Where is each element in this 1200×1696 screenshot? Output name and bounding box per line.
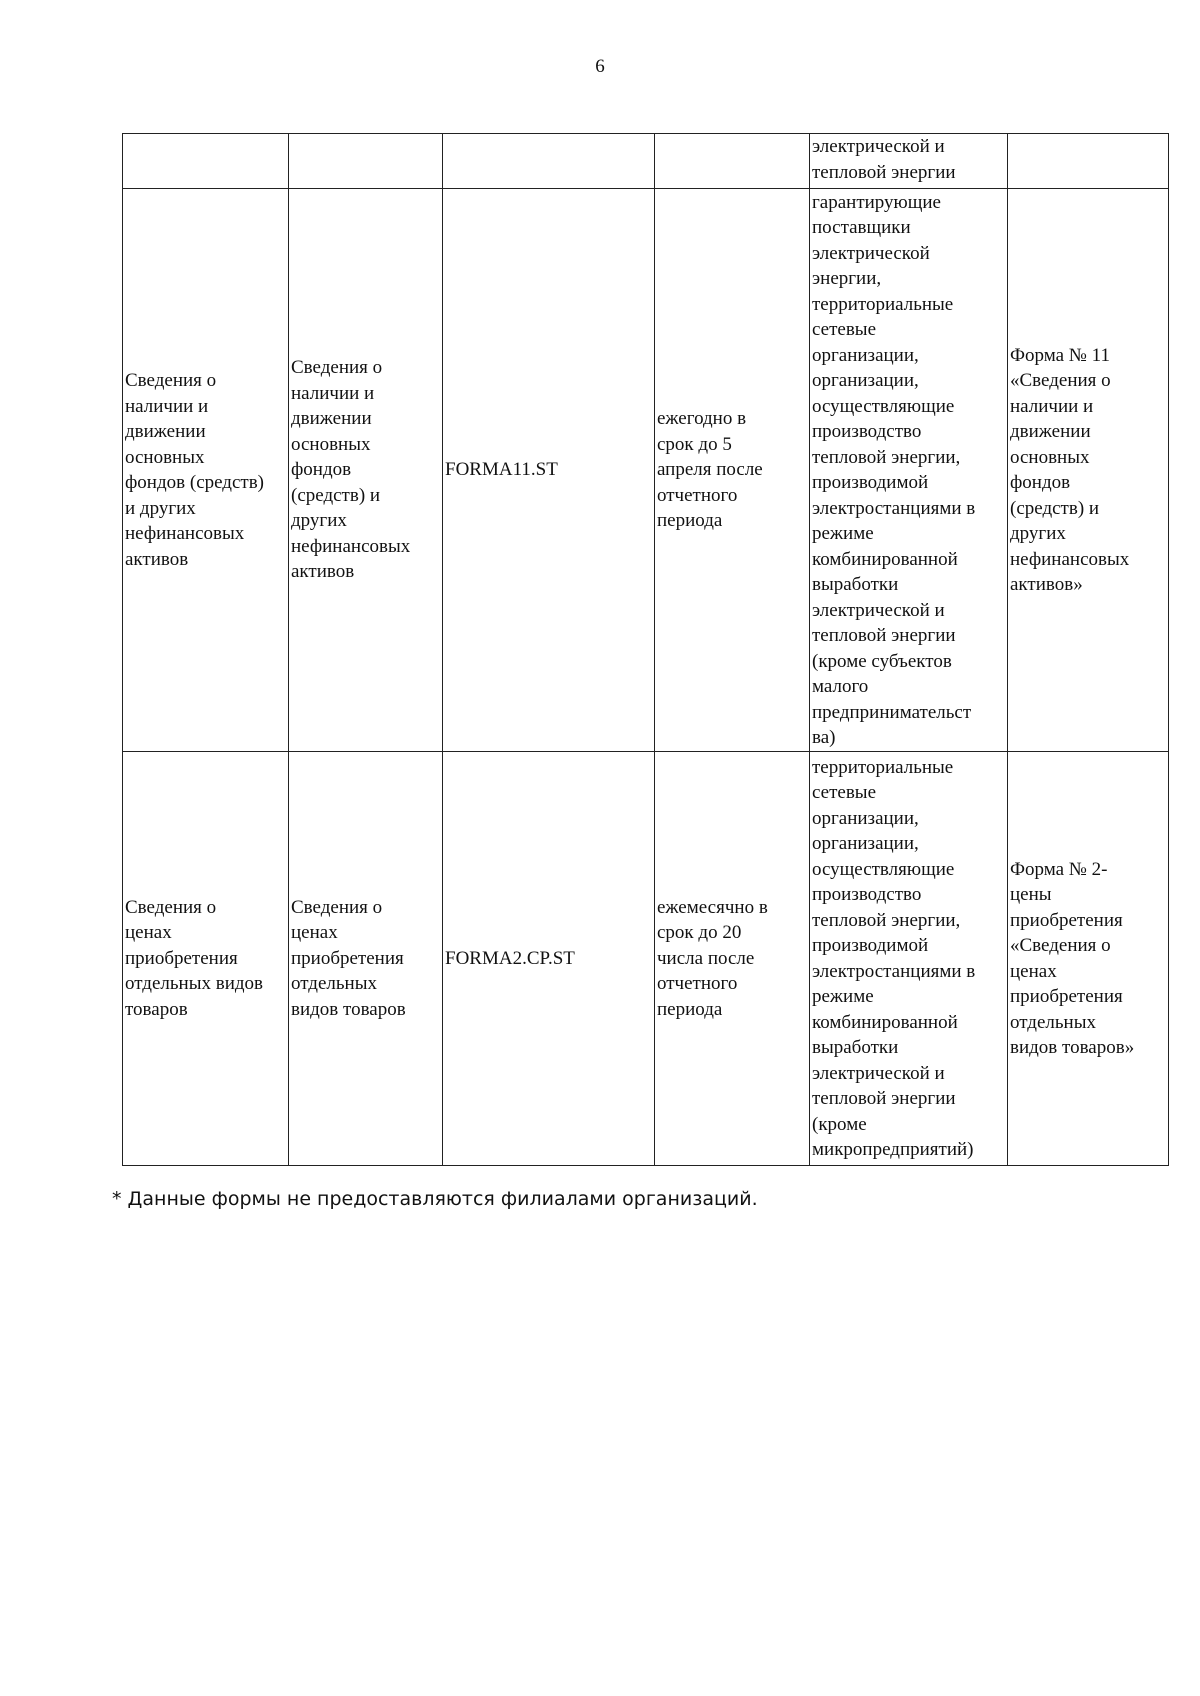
cell-text: Сведения о наличии и движении основных фондов (средств) и других нефинансовых активов <box>125 370 265 570</box>
cell-text: FORMA2.CP.ST <box>445 947 575 969</box>
footnote: * Данные формы не предоставляются филиалами организаций. <box>112 1188 758 1210</box>
table-cell <box>655 752 810 1166</box>
table-cell <box>289 189 443 752</box>
table-cell <box>1008 134 1169 189</box>
table-row <box>123 752 1169 1166</box>
cell-text: Форма № 2- цены приобретения «Сведения о ценах приобретения отдельных видов товаров» <box>1010 858 1135 1058</box>
table-cell <box>810 134 1008 189</box>
cell-text: территориальные сетевые организации, организации, осуществляющие производство тепловой энергии, производимой электростанциями в режиме комбинированной выработки электрической и тепловой энергии (кроме микропредприятий) <box>812 756 976 1160</box>
table-cell <box>123 752 289 1166</box>
table-cell <box>443 134 655 189</box>
cell-text: Сведения о наличии и движении основных фондов (средств) и других нефинансовых активов <box>291 357 411 583</box>
table-cell <box>810 189 1008 752</box>
forms-table <box>122 133 1169 1166</box>
table-cell <box>1008 189 1169 752</box>
table-cell <box>810 752 1008 1166</box>
table-cell <box>289 752 443 1166</box>
page-number: 6 <box>595 56 605 77</box>
cell-text: Сведения о ценах приобретения отдельных видов товаров <box>291 896 406 1020</box>
table-row <box>123 134 1169 189</box>
table-cell <box>123 134 289 189</box>
table-cell <box>443 189 655 752</box>
cell-text: гарантирующие поставщики электрической энергии, территориальные сетевые организации, организации, осуществляющие производство тепловой энергии, производимой электростанциями в режиме комбинированной выработки электрической и тепловой энергии (кроме субъектов малого предпринимательст ва) <box>812 191 976 748</box>
cell-text: Сведения о ценах приобретения отдельных видов товаров <box>125 896 264 1020</box>
cell-text: ежегодно в срок до 5 апреля после отчетного периода <box>657 408 763 532</box>
table-cell <box>289 134 443 189</box>
table-cell <box>655 134 810 189</box>
cell-text: Форма № 11 «Сведения о наличии и движении основных фондов (средств) и других нефинансовых активов» <box>1010 344 1130 595</box>
table-cell <box>123 189 289 752</box>
cell-text: FORMA11.ST <box>445 459 558 481</box>
table-cell <box>443 752 655 1166</box>
cell-text: ежемесячно в срок до 20 числа после отчетного периода <box>657 896 768 1020</box>
table-cell <box>1008 752 1169 1166</box>
table-cell <box>655 189 810 752</box>
cell-text: электрической и тепловой энергии <box>812 136 956 183</box>
table-row <box>123 189 1169 752</box>
